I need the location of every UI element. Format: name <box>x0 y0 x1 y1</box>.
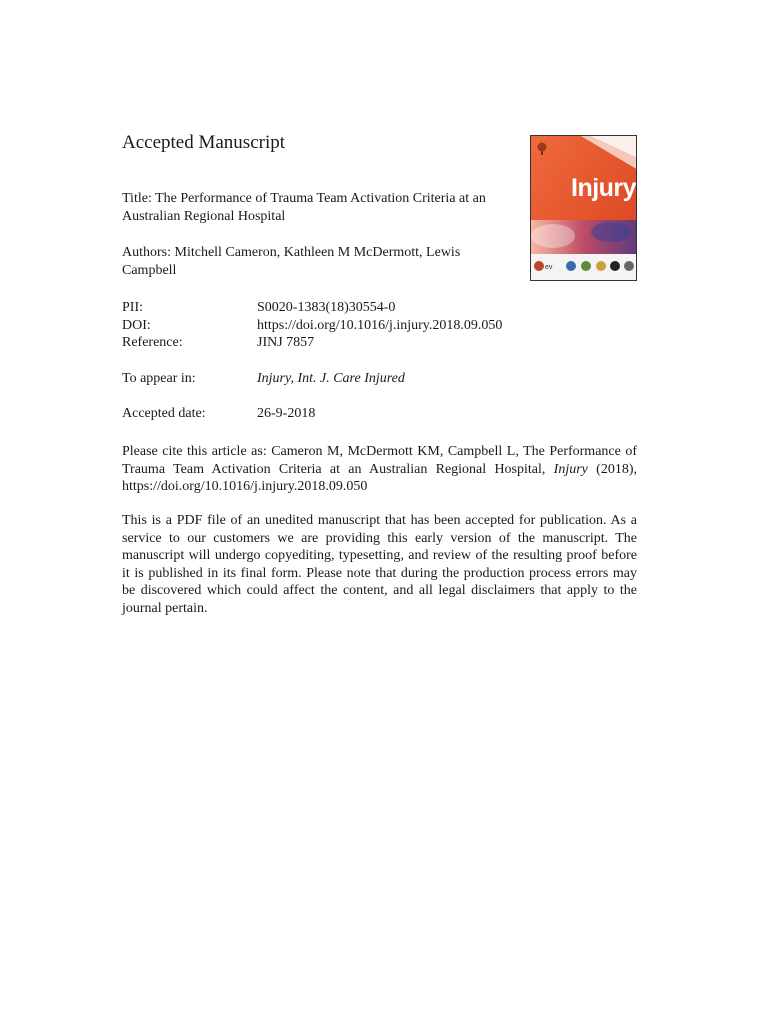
meta-value: Injury, Int. J. Care Injured <box>257 371 405 386</box>
disclaimer-paragraph: This is a PDF file of an unedited manuscript that has been accepted for publication. As a service to our customers we are providing this early version of the manuscript. The manuscript will undergo copyediting, typesetting, and review of the resulting proof before it is published in its final form. Please note that during the production process errors may be discovered which could affect the content, and all legal disclaimers that apply to the journal pertain. <box>122 513 637 616</box>
meta-label: Reference: <box>122 335 183 350</box>
citation-journal: Injury <box>553 461 588 477</box>
meta-value: 26-9-2018 <box>257 406 316 421</box>
meta-label: DOI: <box>122 318 151 333</box>
article-title: Title: The Performance of Trauma Team Activation Criteria at an Australian Regional Hospital <box>122 191 486 224</box>
elsevier-tree-icon <box>536 142 548 156</box>
page-heading: Accepted Manuscript <box>122 132 286 153</box>
cover-journal-title: Injury <box>571 174 637 202</box>
article-authors: Authors: Mitchell Cameron, Kathleen M McDermott, Lewis Campbell <box>122 245 461 278</box>
doi-link[interactable]: https://doi.org/10.1016/j.injury.2018.09.050 <box>257 318 503 333</box>
citation-text-end: (2018), https://doi.org/10.1016/j.injury.2018.09.050 <box>122 461 637 494</box>
meta-label: To appear in: <box>122 371 196 386</box>
meta-value: JINJ 7857 <box>257 335 315 350</box>
citation-text: Please cite this article as: Cameron M, McDermott KM, Campbell L, The Performance of Trauma Team Activation Criteria at an Australian Regional Hospital, <box>122 444 637 477</box>
meta-value: S0020-1383(18)30554-0 <box>257 300 396 315</box>
meta-label: PII: <box>122 300 143 315</box>
meta-label: Accepted date: <box>122 406 206 421</box>
citation-paragraph <box>122 443 637 496</box>
society-logo-icon <box>531 254 637 281</box>
journal-cover <box>530 135 637 281</box>
svg-text:ev: ev <box>545 264 553 271</box>
